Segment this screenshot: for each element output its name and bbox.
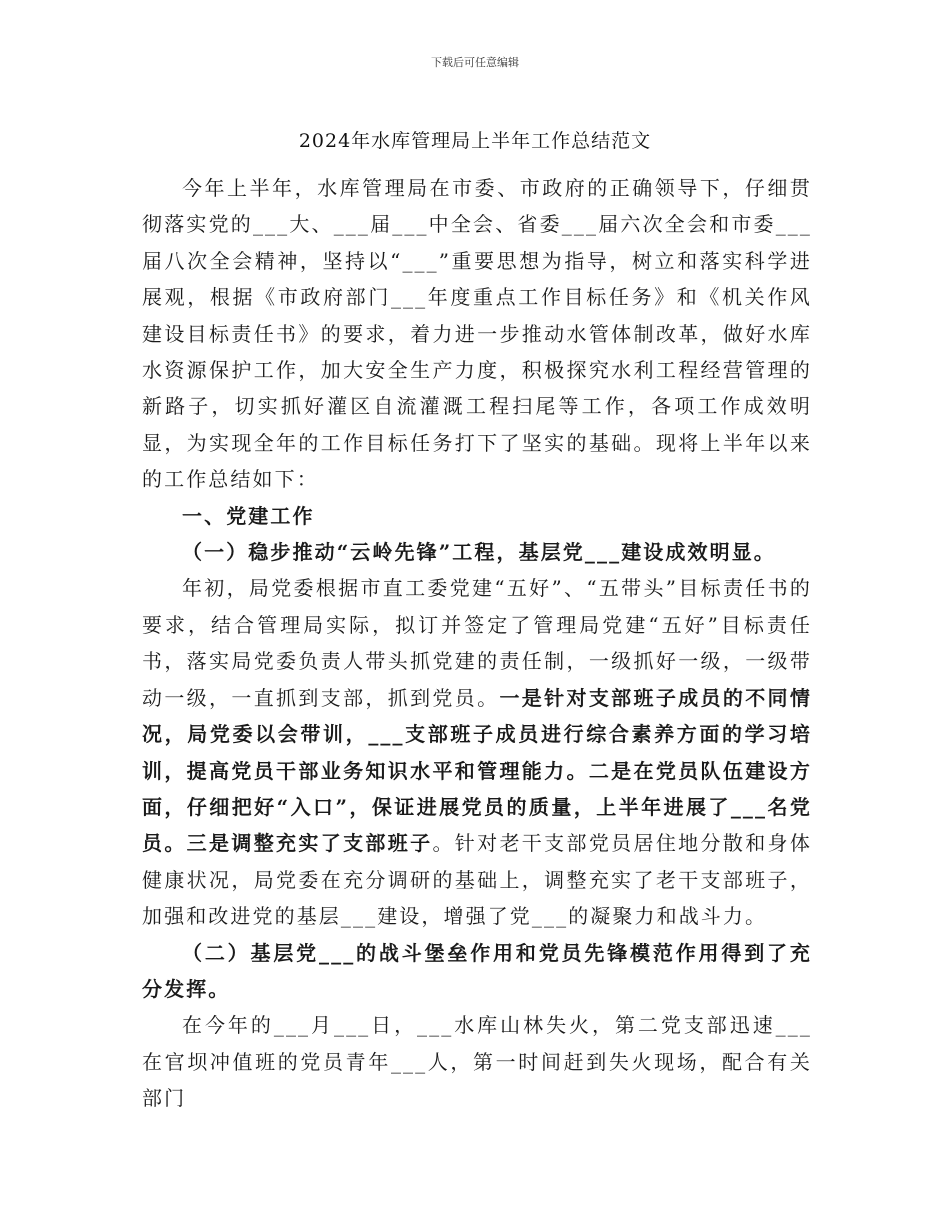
paragraph-fire-response: 在今年的___月___日，___水库山林失火，第二党支部迅速___在官坝冲值班的党员青年___人，第一时间赶到失火现场，配合有关部门 [142,1013,812,1111]
header-note: 下载后可任意编辑 [431,56,519,69]
document-title: 2024年水库管理局上半年工作总结范文 [298,130,652,152]
subsection-heading-1: （一）稳步推动“云岭先锋”工程，基层党___建设成效明显。 [182,540,776,565]
subsection-heading-2: （二）基层党___的战斗堡垒作用和党员先锋模范作用得到了充分发挥。 [142,940,812,1001]
section-heading-party-building: 一、党建工作 [182,503,315,528]
paragraph-text-bold: 一是针对支部班子成员的不同情况，局党委以会带训，___支部班子成员进行综合素养方面的学习培训，提高党员干部业务知识水平和管理能力。二是在党员队伍建设方面，仔细把好“入口”，保证进展党员的质量，上半年进展了___名党员。三是调整充实了支部班子 [142,685,812,856]
paragraph-text-normal: 年初，局党委根据市直工委党建“五好”、“五带头”目标责任书的要求，结合管理局实际，拟订并签定了管理局党建“五好”目标责任书，落实局党委负责人带头抓党建的责任制，一级抓好一级，一级带动一级，一直抓到支部，抓到党员。 [142,576,812,710]
document-body [142,170,812,1117]
paragraph-text-normal-end: 。针对老干支部党员居住地分散和身体健康状况，局党委在充分调研的基础上，调整充实了老干支部班子，加强和改进党的基层___建设，增强了党___的凝聚力和战斗力。 [142,831,812,929]
intro-paragraph: 今年上半年，水库管理局在市委、市政府的正确领导下，仔细贯彻落实党的___大、___届___中全会、省委___届六次全会和市委___届八次全会精神，坚持以“___”重要思想为指导，树立和落实科学进展观，根据《市政府部门___年度重点工作目标任务》和《机关作风建设目标责任书》的要求，着力进一步推动水管体制改革，做好水库水资源保护工作，加大安全生产力度，积极探究水利工程经营管理的新路子，切实抓好灌区自流灌溉工程扫尾等工作，各项工作成效明显，为实现全年的工作目标任务打下了坚实的基础。现将上半年以来的工作总结如下： [142,176,812,492]
paragraph-party-building-details [142,570,812,934]
